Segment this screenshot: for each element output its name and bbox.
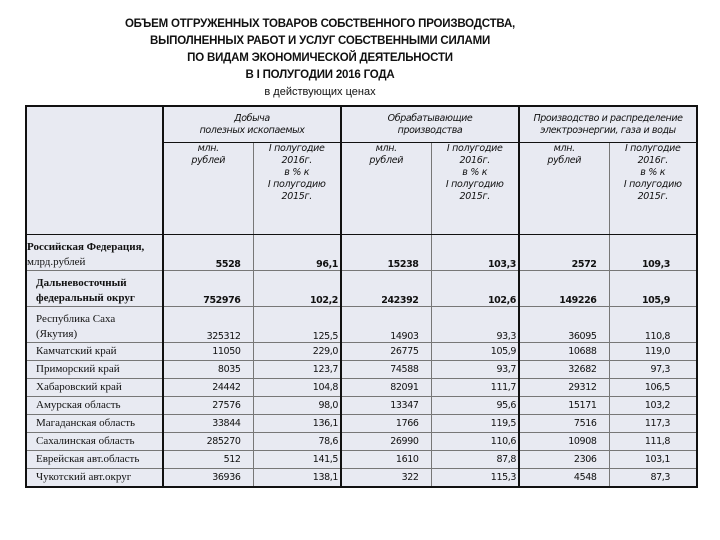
cell-mining-value: 5528 [163, 235, 253, 271]
cell-utilities-percent: 97,3 [609, 361, 697, 379]
cell-utilities-percent: 117,3 [609, 415, 697, 433]
cell-mining-value: 8035 [163, 361, 253, 379]
cell-utilities-value: 149226 [519, 271, 609, 307]
subheader-percent [431, 143, 519, 235]
table-row [26, 397, 697, 415]
subheader-value [519, 143, 609, 235]
subheader-line: I полугодию [267, 179, 326, 190]
table-row [26, 361, 697, 379]
cell-utilities-value: 2306 [519, 451, 609, 469]
cell-mining-value: 752976 [163, 271, 253, 307]
table-row [26, 235, 697, 271]
row-label [26, 307, 163, 343]
cell-utilities-percent: 87,3 [609, 469, 697, 488]
group-header-manufacturing [341, 106, 519, 143]
cell-manufacturing-value: 322 [341, 469, 431, 488]
cell-mining-value: 512 [163, 451, 253, 469]
subheader-line: I полугодие [624, 143, 681, 154]
row-label [26, 271, 163, 307]
cell-utilities-percent: 119,0 [609, 343, 697, 361]
subtitle: в действующих ценах [264, 86, 376, 98]
cell-utilities-percent: 103,2 [609, 397, 697, 415]
row-label: Сахалинская область [26, 433, 163, 451]
subheader-line: 2016г. [637, 155, 668, 166]
cell-manufacturing-percent: 93,3 [431, 307, 519, 343]
row-label: Камчатский край [26, 343, 163, 361]
cell-mining-percent: 141,5 [253, 451, 341, 469]
subheader-line: I полугодию [445, 179, 504, 190]
row-label: Магаданская область [26, 415, 163, 433]
subheader-line: 2015г. [637, 191, 668, 202]
cell-utilities-percent: 105,9 [609, 271, 697, 307]
cell-manufacturing-percent: 95,6 [431, 397, 519, 415]
subheader-percent [253, 143, 341, 235]
cell-manufacturing-value: 74588 [341, 361, 431, 379]
cell-utilities-value: 32682 [519, 361, 609, 379]
subheader-line: в % к [284, 167, 310, 178]
title-line: ОБЪЕМ ОТГРУЖЕННЫХ ТОВАРОВ СОБСТВЕННОГО ПРОИЗВОДСТВА, [124, 18, 516, 30]
subheader-line: в % к [462, 167, 488, 178]
subheader-line: млн. [375, 143, 397, 154]
row-label-line: Дальневосточный [36, 277, 127, 289]
cell-mining-percent: 125,5 [253, 307, 341, 343]
table-row [26, 433, 697, 451]
cell-manufacturing-value: 15238 [341, 235, 431, 271]
cell-manufacturing-percent: 115,3 [431, 469, 519, 488]
subheader-line: I полугодию [623, 179, 682, 190]
row-label-line: млрд.рублей [27, 256, 86, 268]
table-row [26, 469, 697, 488]
row-label: Хабаровский край [26, 379, 163, 397]
table-row [26, 271, 697, 307]
subheader-value [341, 143, 431, 235]
subheader-line: рублей [547, 155, 582, 166]
cell-manufacturing-value: 13347 [341, 397, 431, 415]
group-header-line: электроэнергии, газа и воды [540, 124, 676, 136]
cell-mining-percent: 123,7 [253, 361, 341, 379]
table-row [26, 451, 697, 469]
cell-utilities-percent: 111,8 [609, 433, 697, 451]
group-header-line: Обрабатывающие [387, 112, 473, 124]
title-line: ВЫПОЛНЕННЫХ РАБОТ И УСЛУГ СОБСТВЕННЫМИ СИЛАМИ [149, 35, 491, 47]
row-label: Амурская область [26, 397, 163, 415]
subheader-line: I полугодие [268, 143, 325, 154]
cell-utilities-value: 15171 [519, 397, 609, 415]
group-header-line: производства [397, 124, 463, 136]
subheader-line: в % к [640, 167, 666, 178]
subheader-line: млн. [197, 143, 219, 154]
cell-manufacturing-percent: 111,7 [431, 379, 519, 397]
title-line: В I ПОЛУГОДИИ 2016 ГОДА [245, 69, 395, 81]
cell-utilities-value: 2572 [519, 235, 609, 271]
cell-manufacturing-value: 1610 [341, 451, 431, 469]
subheader-line: I полугодие [446, 143, 503, 154]
cell-manufacturing-value: 242392 [341, 271, 431, 307]
statistics-table [25, 105, 698, 488]
cell-manufacturing-percent: 105,9 [431, 343, 519, 361]
subheader-line: 2016г. [281, 155, 312, 166]
cell-manufacturing-value: 14903 [341, 307, 431, 343]
cell-mining-percent: 96,1 [253, 235, 341, 271]
cell-utilities-percent: 110,8 [609, 307, 697, 343]
cell-manufacturing-percent: 119,5 [431, 415, 519, 433]
cell-mining-percent: 136,1 [253, 415, 341, 433]
cell-mining-percent: 104,8 [253, 379, 341, 397]
cell-utilities-value: 29312 [519, 379, 609, 397]
cell-utilities-percent: 103,1 [609, 451, 697, 469]
subheader-value [163, 143, 253, 235]
cell-manufacturing-percent: 102,6 [431, 271, 519, 307]
cell-manufacturing-percent: 110,6 [431, 433, 519, 451]
subheader-line: 2015г. [281, 191, 312, 202]
group-header-line: полезных ископаемых [199, 124, 305, 136]
table-body [26, 235, 697, 488]
cell-utilities-value: 7516 [519, 415, 609, 433]
row-label-line: (Якутия) [36, 328, 78, 340]
cell-manufacturing-percent: 103,3 [431, 235, 519, 271]
subheader-percent [609, 143, 697, 235]
cell-utilities-percent: 106,5 [609, 379, 697, 397]
corner-cell [26, 106, 163, 235]
cell-mining-value: 33844 [163, 415, 253, 433]
cell-mining-value: 11050 [163, 343, 253, 361]
cell-mining-percent: 102,2 [253, 271, 341, 307]
document-title [0, 16, 640, 100]
cell-utilities-value: 36095 [519, 307, 609, 343]
cell-mining-value: 36936 [163, 469, 253, 488]
group-header-line: Производство и распределение [533, 112, 683, 124]
cell-manufacturing-value: 1766 [341, 415, 431, 433]
group-header-row [26, 106, 697, 143]
table-row [26, 379, 697, 397]
cell-utilities-value: 10688 [519, 343, 609, 361]
cell-utilities-percent: 109,3 [609, 235, 697, 271]
row-label [26, 235, 163, 271]
cell-manufacturing-percent: 87,8 [431, 451, 519, 469]
row-label: Приморский край [26, 361, 163, 379]
table-row [26, 307, 697, 343]
cell-mining-value: 27576 [163, 397, 253, 415]
cell-manufacturing-value: 82091 [341, 379, 431, 397]
cell-mining-value: 24442 [163, 379, 253, 397]
table-row [26, 343, 697, 361]
cell-manufacturing-value: 26775 [341, 343, 431, 361]
cell-mining-value: 285270 [163, 433, 253, 451]
table-row [26, 415, 697, 433]
subheader-line: 2016г. [459, 155, 490, 166]
cell-manufacturing-percent: 93,7 [431, 361, 519, 379]
row-label: Еврейская авт.область [26, 451, 163, 469]
cell-mining-value: 325312 [163, 307, 253, 343]
cell-mining-percent: 229,0 [253, 343, 341, 361]
subheader-line: млн. [553, 143, 575, 154]
group-header-line: Добыча [234, 112, 270, 124]
group-header-mining [163, 106, 341, 143]
subheader-line: рублей [369, 155, 404, 166]
row-label-line: Республика Саха [36, 313, 116, 325]
row-label: Чукотский авт.округ [26, 469, 163, 488]
title-line: ПО ВИДАМ ЭКОНОМИЧЕСКОЙ ДЕЯТЕЛЬНОСТИ [187, 52, 453, 64]
subheader-line: рублей [191, 155, 226, 166]
subheader-line: 2015г. [459, 191, 490, 202]
cell-mining-percent: 98,0 [253, 397, 341, 415]
row-label-line: федеральный округ [36, 292, 135, 304]
cell-manufacturing-value: 26990 [341, 433, 431, 451]
row-label-line: Российская Федерация, [27, 241, 145, 253]
cell-mining-percent: 78,6 [253, 433, 341, 451]
cell-utilities-value: 4548 [519, 469, 609, 488]
cell-mining-percent: 138,1 [253, 469, 341, 488]
cell-utilities-value: 10908 [519, 433, 609, 451]
group-header-utilities [519, 106, 697, 143]
